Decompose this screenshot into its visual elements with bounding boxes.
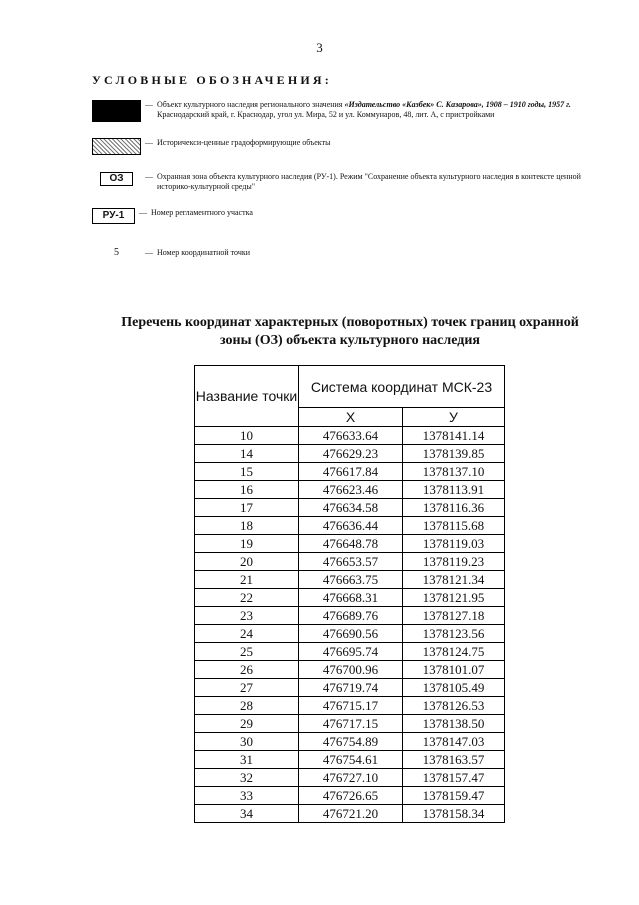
cell-x: 476634.58	[299, 499, 403, 517]
cell-x: 476727.10	[299, 769, 403, 787]
table-row	[195, 481, 505, 499]
table-row	[195, 427, 505, 445]
cell-y: 1378123.56	[403, 625, 505, 643]
legend-title: УСЛОВНЫЕ ОБОЗНАЧЕНИЯ:	[92, 73, 332, 87]
cell-x: 476629.23	[299, 445, 403, 463]
cell-y: 1378157.47	[403, 769, 505, 787]
table-row	[195, 679, 505, 697]
table-row	[195, 751, 505, 769]
cell-point-name: 25	[195, 643, 299, 661]
cell-point-name: 21	[195, 571, 299, 589]
cell-x: 476653.57	[299, 553, 403, 571]
cell-y: 1378139.85	[403, 445, 505, 463]
table-heading: Перечень координат характерных (поворотных) точек границ охранной зоны (ОЗ) объекта культурного наследия	[121, 315, 579, 348]
cell-x: 476717.15	[299, 715, 403, 733]
cell-x: 476648.78	[299, 535, 403, 553]
cell-y: 1378121.34	[403, 571, 505, 589]
header-x: X	[299, 408, 403, 427]
cell-y: 1378119.23	[403, 553, 505, 571]
header-point-name: Название точки	[195, 366, 299, 427]
cell-x: 476726.65	[299, 787, 403, 805]
coordinates-table-body	[195, 427, 505, 823]
legend-item-text: Объект культурного наследия регионального значения «Издательство «Казбек» С. Казарова», 1908 – 1910 годы, 1957 г. Краснодарский край, г. Краснодар, угол ул. Мира, 52 и ул. Коммунаров, 48, лит. А, с пристройками	[157, 100, 571, 119]
cell-y: 1378105.49	[403, 679, 505, 697]
header-coordinate-system: Система координат МСК-23	[299, 366, 505, 408]
cell-y: 1378121.95	[403, 589, 505, 607]
table-row	[195, 589, 505, 607]
cell-y: 1378116.36	[403, 499, 505, 517]
cell-point-name: 28	[195, 697, 299, 715]
cell-x: 476719.74	[299, 679, 403, 697]
cell-x: 476700.96	[299, 661, 403, 679]
legend-item-protection-zone: ОЗ — Охранная зона объекта культурного наследия (РУ-1). Режим "Сохранение объекта культурного наследия в контексте ценной историко-культурной среды"	[92, 172, 597, 192]
header-y: У	[403, 408, 505, 427]
cell-point-name: 23	[195, 607, 299, 625]
cell-point-name: 33	[195, 787, 299, 805]
legend-item-historic-objects: — Историчекси-ценные градоформирующие объекты	[92, 138, 597, 155]
cell-x: 476721.20	[299, 805, 403, 823]
table-row	[195, 463, 505, 481]
cell-y: 1378127.18	[403, 607, 505, 625]
cell-y: 1378124.75	[403, 643, 505, 661]
table-row	[195, 535, 505, 553]
coordinates-table	[194, 365, 505, 823]
table-row	[195, 571, 505, 589]
table-row	[195, 805, 505, 823]
cell-x: 476690.56	[299, 625, 403, 643]
cell-point-name: 15	[195, 463, 299, 481]
cell-x: 476689.76	[299, 607, 403, 625]
cell-point-name: 22	[195, 589, 299, 607]
cell-point-name: 20	[195, 553, 299, 571]
legend-item-text: Номер координатной точки	[157, 248, 251, 257]
cell-point-name: 34	[195, 805, 299, 823]
table-row	[195, 625, 505, 643]
hatched-rectangle-symbol	[92, 138, 141, 155]
table-row	[195, 715, 505, 733]
cell-y: 1378158.34	[403, 805, 505, 823]
cell-y: 1378137.10	[403, 463, 505, 481]
page-number: 3	[316, 40, 323, 55]
cell-x: 476617.84	[299, 463, 403, 481]
cell-y: 1378159.47	[403, 787, 505, 805]
cell-y: 1378163.57	[403, 751, 505, 769]
legend-item-text: Охранная зона объекта культурного наследия (РУ-1). Режим "Сохранение объекта культурного наследия в контексте ценной историко-культурной среды"	[157, 172, 581, 191]
legend-item-text: Историчекси-ценные градоформирующие объекты	[157, 138, 331, 147]
point-number-symbol: 5	[114, 247, 119, 258]
cell-x: 476754.89	[299, 733, 403, 751]
cell-x: 476695.74	[299, 643, 403, 661]
table-row	[195, 769, 505, 787]
cell-point-name: 27	[195, 679, 299, 697]
cell-x: 476754.61	[299, 751, 403, 769]
cell-y: 1378141.14	[403, 427, 505, 445]
table-row	[195, 499, 505, 517]
ru-label-symbol: РУ-1	[92, 208, 135, 224]
cell-point-name: 30	[195, 733, 299, 751]
cell-y: 1378119.03	[403, 535, 505, 553]
legend-item-heritage-object: — Объект культурного наследия регионального значения «Издательство «Казбек» С. Казарова», 1908 – 1910 годы, 1957 г. Краснодарский край, г. Краснодар, угол ул. Мира, 52 и ул. Коммунаров, 48, лит. А, с пристройками	[92, 100, 597, 122]
cell-x: 476668.31	[299, 589, 403, 607]
table-row	[195, 553, 505, 571]
legend-item-coordinate-point: 5 — Номер координатной точки	[92, 248, 597, 258]
table-row	[195, 661, 505, 679]
cell-point-name: 18	[195, 517, 299, 535]
table-row	[195, 697, 505, 715]
cell-point-name: 31	[195, 751, 299, 769]
cell-x: 476715.17	[299, 697, 403, 715]
oz-label-symbol: ОЗ	[100, 172, 133, 186]
cell-point-name: 32	[195, 769, 299, 787]
cell-point-name: 17	[195, 499, 299, 517]
table-row	[195, 787, 505, 805]
cell-y: 1378147.03	[403, 733, 505, 751]
cell-x: 476663.75	[299, 571, 403, 589]
cell-point-name: 14	[195, 445, 299, 463]
legend-item-text: Номер регламентного участка	[151, 208, 253, 217]
black-rectangle-symbol	[92, 100, 141, 122]
cell-y: 1378101.07	[403, 661, 505, 679]
cell-x: 476636.44	[299, 517, 403, 535]
cell-y: 1378115.68	[403, 517, 505, 535]
table-row	[195, 517, 505, 535]
table-row	[195, 607, 505, 625]
cell-y: 1378113.91	[403, 481, 505, 499]
table-row	[195, 643, 505, 661]
cell-x: 476633.64	[299, 427, 403, 445]
cell-x: 476623.46	[299, 481, 403, 499]
cell-y: 1378126.53	[403, 697, 505, 715]
cell-point-name: 26	[195, 661, 299, 679]
legend-item-regulation-area: РУ-1 — Номер регламентного участка	[92, 208, 591, 224]
cell-point-name: 16	[195, 481, 299, 499]
cell-point-name: 24	[195, 625, 299, 643]
cell-point-name: 29	[195, 715, 299, 733]
table-row	[195, 445, 505, 463]
cell-point-name: 10	[195, 427, 299, 445]
cell-y: 1378138.50	[403, 715, 505, 733]
table-row	[195, 733, 505, 751]
cell-point-name: 19	[195, 535, 299, 553]
